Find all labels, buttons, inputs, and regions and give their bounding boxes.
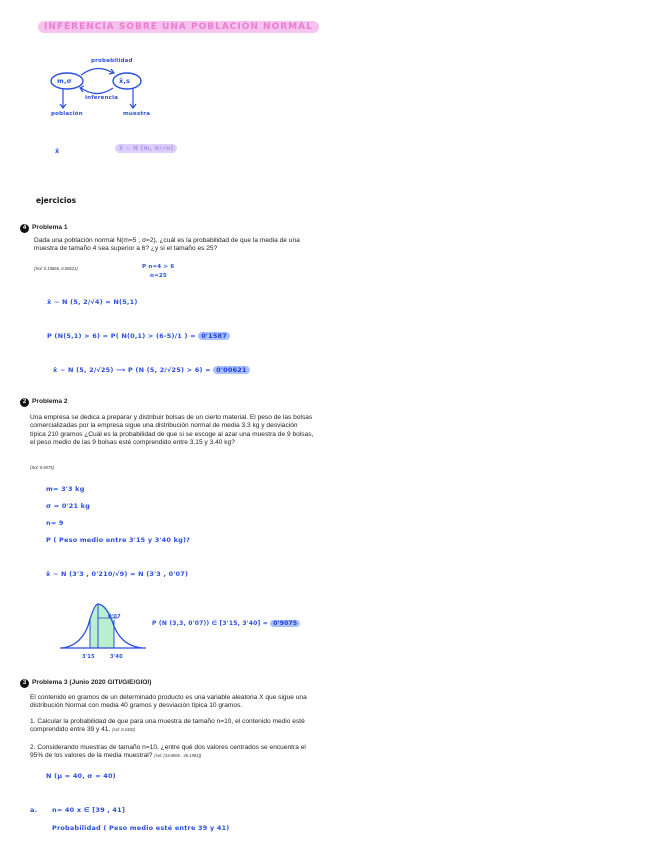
inference-diagram — [45, 55, 175, 125]
diagram-bottom-label: inferencia — [85, 95, 119, 101]
p2-result: 0'9075 — [270, 620, 300, 627]
p1-note-2: n=25 — [150, 273, 167, 279]
p3-line-2: n= 40 x ∈ [39 , 41] — [52, 806, 126, 814]
diagram-left-node: m,σ — [57, 77, 72, 85]
p3-q2-solution: (sol: (33.8065 , 46.1981)) — [154, 753, 202, 759]
p3-heading: 3 Problema 3 (Junio 2020 GITI/GIE/GIOI) — [20, 679, 151, 688]
diagram-population-label: población — [51, 111, 83, 117]
p2-heading: 2 Problema 2 — [20, 398, 68, 407]
p2-line-2: σ = 0'21 kg — [46, 502, 91, 510]
p1-result-2: 0'00621 — [213, 366, 250, 374]
normal-curve-svg — [58, 598, 148, 660]
curve-right-label: 3'40 — [110, 654, 123, 660]
p2-result-line: P (N (3,3, 0'07)) ∈ [3'15, 3'40] = 0'9075 — [152, 620, 300, 627]
p3-line-3: Probabilidad ( Peso medio esté entre 39 y 41) — [52, 824, 230, 832]
p2-solution: (Sol: 0.9075) — [30, 465, 54, 470]
xbar-symbol: x̄ — [55, 147, 60, 155]
section-heading: ejercicios — [36, 196, 77, 205]
p1-line-1: x̄ ~ N (5, 2/√4) = N(5,1) — [47, 298, 138, 306]
p1-heading: 4 Problema 1 — [20, 224, 68, 233]
p2-line-5: x̄ ~ N (3'3 , 0'210/√9) = N (3'3 , 0'07) — [46, 570, 189, 578]
p1-badge: 4 — [20, 224, 29, 233]
p2-line-3: n= 9 — [46, 519, 64, 527]
p3-q1-solution: (sol: 0.2482) — [112, 727, 136, 733]
diagram-right-node: x̄,s — [119, 77, 131, 85]
p1-line-2: P (N(5,1) > 6) = P( N(0,1) > (6-5)/1 ) = 0'1587 — [47, 332, 230, 340]
diagram-top-label: probabilidad — [91, 58, 133, 64]
p3-statement: El contenido en gramos de un determinado producto es una variable aleatoria X que sigue una distribución Normal con media 40 gramos y desviación típica 10 gramos. — [30, 694, 307, 710]
p2-line-1: m= 3'3 kg — [46, 485, 85, 493]
p2-line-4: P ( Peso medio entre 3'15 y 3'40 kg)? — [46, 536, 191, 544]
p1-statement: Dada una población normal N(m=5 ; σ=2), ¿cuál es la probabilidad de que la media de una muestra de tamaño 4 sea superior a 6? ¿y si el tamaño es 25? — [34, 237, 300, 253]
p3-line-1: N (μ = 40, σ = 40) — [46, 772, 116, 780]
page-title: INFERENCIA SOBRE UNA POBLACIÓN NORMAL — [38, 22, 319, 32]
diagram-sample-label: muestra — [123, 111, 151, 117]
p1-result-1: 0'1587 — [198, 332, 230, 340]
curve-sigma-label: 0'07 — [108, 614, 121, 620]
p3-line-2-label: a. — [30, 806, 38, 814]
normal-curve — [58, 598, 148, 660]
curve-left-label: 3'15 — [82, 654, 95, 660]
p1-line-3: x̄ ~ N (5, 2/√25) ⟶ P (N (5, 2/√25) > 6) = 0'00621 — [53, 366, 250, 374]
sampling-distribution: x̄ ~ N (m, σ/√n) — [115, 145, 177, 152]
p3-question-1: 1. Calcular la probabilidad de que para una muestra de tamaño n=10, el contenido medio esté comprendido entre 39 y 41. (sol: 0.2482) — [30, 718, 305, 734]
p1-solution: (Sol: 0.15866, 0.00621) — [34, 266, 78, 271]
p2-badge: 2 — [20, 398, 29, 407]
p3-badge: 3 — [20, 679, 29, 688]
p2-statement: Una empresa se dedica a preparar y distribuir bolsas de un cierto material. El peso de las bolsas comercializadas por la empresa sigue una distribución normal de media 3.3 kg y desviación típica 210 gramos ¿Cuál es la probabilidad de que si se escoge al azar una muestra de 9 bolsas, el peso medio de las 9 bolsas esté comprendido entre 3.15 y 3.40 kg? — [30, 414, 314, 447]
p3-question-2: 2. Considerando muestras de tamaño n=10, ¿entre qué dos valores centrados se encuentra el 95% de los valores de la media muestral? (sol: (33.8065 , 46.1981)) — [30, 744, 306, 760]
p1-note-1: P n=4 > 6 — [142, 264, 175, 270]
